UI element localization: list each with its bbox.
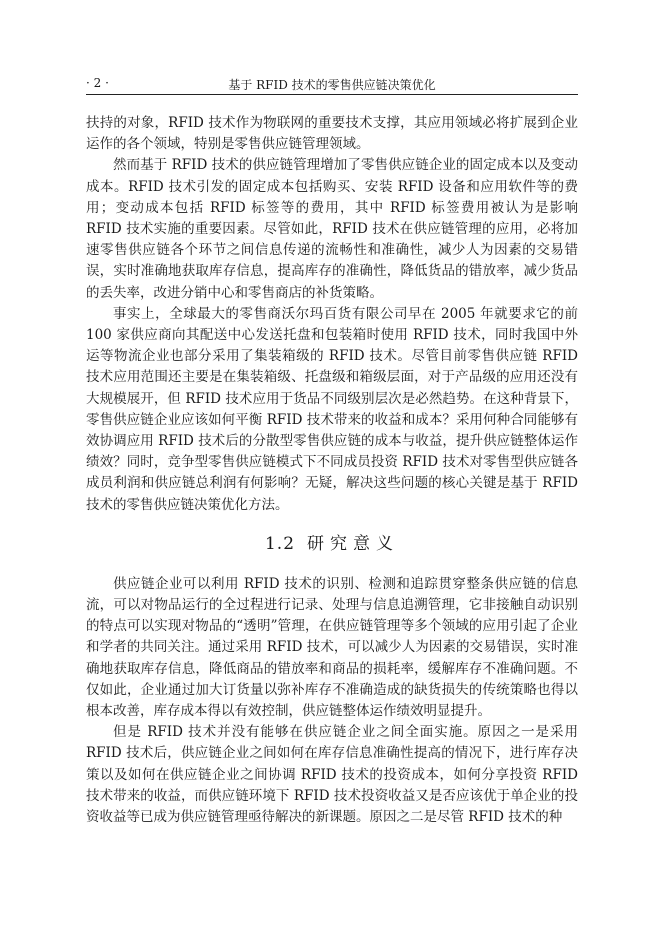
paragraph: 事实上，全球最大的零售商沃尔玛百货有限公司早在 2005 年就要求它的前 100 家供应商向其配送中心发送托盘和包装箱时使用 RFID 技术，同时我国中外运等物流企业也部分采用了集装箱级的 RFID 技术。尽管目前零售供应链 RFID 技术应用范围还主要是在集装箱级、托盘级和箱级层面，对于产品级的应用还没有大规模展开，但 RFID 技术应用于货品不同级别层次是必然趋势。在这种背景下，零售供应链企业应该如何平衡 RFID 技术带来的收益和成本？采用何种合同能够有效协调应用 RFID 技术后的分散型零售供应链的成本与收益，提升供应链整体运作绩效？同时，竞争型零售供应链模式下不同成员投资 RFID 技术对零售型供应链各成员利润和供应链总利润有何影响？无疑，解决这些问题的核心关键是基于 RFID 技术的零售供应链决策优化方法。 — [86, 305, 578, 513]
paragraph-continued: 扶持的对象，RFID 技术作为物联网的重要技术支撑，其应用领域必将扩展到企业运作的各个领域，特别是零售供应链管理领域。 — [86, 115, 578, 153]
page-number: · 2 · — [86, 76, 109, 90]
paragraph: 然而基于 RFID 技术的供应链管理增加了零售供应链企业的固定成本以及变动成本。RFID 技术引发的固定成本包括购买、安装 RFID 设备和应用软件等的费用；变动成本包括 RFID 标签等的费用，其中 RFID 标签费用被认为是影响 RFID 技术实施的重要因素。尽管如此，RFID 技术在供应链管理的应用，必将加速零售供应链各个环节之间信息传递的流畅性和准确性，减少人为因素的交易错误，实时准确地获取库存信息，提高库存的准确性，降低货品的错放率，减少货品的丢失率，改进分销中心和零售商店的补货策略。 — [86, 157, 578, 301]
paragraph: 供应链企业可以利用 RFID 技术的识别、检测和追踪贯穿整条供应链的信息流，可以对物品运行的全过程进行记录、处理与信息追溯管理，它非接触自动识别的特点可以实现对物品的“透明”管理，在供应链管理等多个领域的应用引起了企业和学者的共同关注。通过采用 RFID 技术，可以减少人为因素的交易错误，实时准确地获取库存信息，降低商品的错放率和商品的损耗率，缓解库存不准确问题。不仅如此，企业通过加大订货量以弥补库存不准确造成的缺货损失的传统策略也得以根本改善，库存成本得以有效控制，供应链整体运作绩效明显提升。 — [86, 575, 578, 720]
running-title: 基于 RFID 技术的零售供应链决策优化 — [228, 78, 436, 92]
section-heading — [86, 530, 578, 558]
section-number: 1.2 — [264, 533, 296, 554]
page-header — [86, 72, 578, 95]
body-text — [86, 113, 578, 828]
section-title: 研究意义 — [307, 533, 400, 554]
paragraph: 但是 RFID 技术并没有能够在供应链企业之间全面实施。原因之一是采用 RFID 技术后，供应链企业之间如何在库存信息准确性提高的情况下，进行库存决策以及如何在供应链企业之间协调 RFID 技术的投资成本，如何分享投资 RFID 技术带来的收益，而供应链环境下 RFID 技术投资收益又是否应该优于单企业的投资收益等已成为供应链管理亟待解决的新课题。原因之二是尽管 RFID 技术的种 — [86, 724, 578, 826]
